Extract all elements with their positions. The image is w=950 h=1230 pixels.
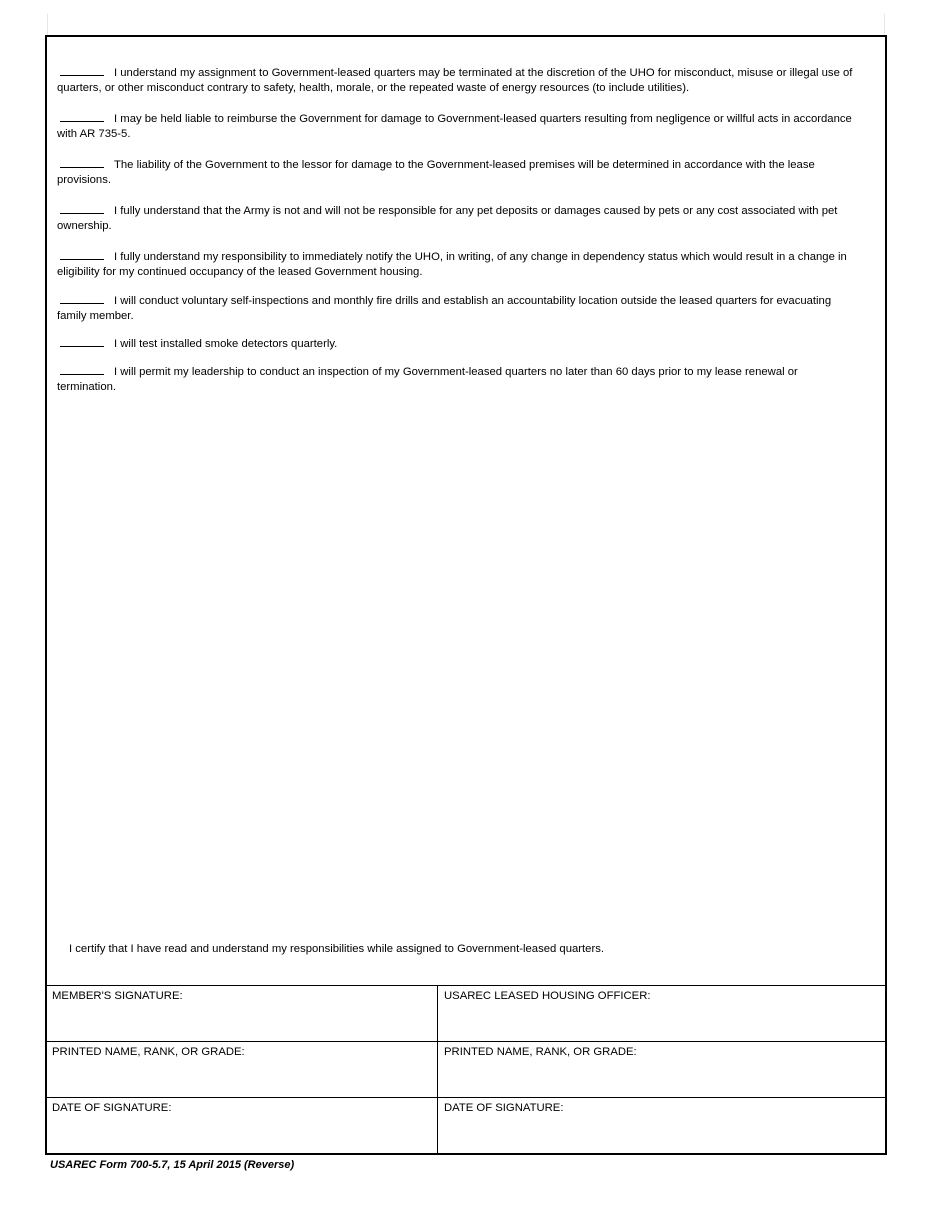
initials-blank[interactable] <box>60 110 104 122</box>
statement-text: I fully understand my responsibility to immediately notify the UHO, in writing, of any change in dependency status which would result in a change in eligibility for my continued occupancy of the leased Government housing. <box>57 251 847 278</box>
member-date-field[interactable] <box>46 1098 437 1153</box>
initials-blank[interactable] <box>60 64 104 76</box>
statement-text: I will test installed smoke detectors quarterly. <box>114 338 338 350</box>
certification-statement: I certify that I have read and understand my responsibilities while assigned to Government-leased quarters. <box>69 943 605 955</box>
officer-printed-name-field[interactable] <box>438 1042 885 1097</box>
initials-blank[interactable] <box>60 335 104 347</box>
statement-item <box>57 363 857 395</box>
initials-blank[interactable] <box>60 363 104 375</box>
housing-officer-field[interactable] <box>438 986 885 1041</box>
statement-text: I may be held liable to reimburse the Government for damage to Government-leased quarters resulting from negligence or willful acts in accordance with AR 735-5. <box>57 113 852 140</box>
statement-item <box>57 64 857 96</box>
statement-text: The liability of the Government to the lessor for damage to the Government-leased premises will be determined in accordance with the lease provisions. <box>57 159 815 186</box>
officer-date-field[interactable] <box>438 1098 885 1153</box>
housing-officer-label: USAREC LEASED HOUSING OFFICER: <box>444 990 651 1002</box>
statement-item <box>57 202 857 234</box>
statement-item <box>57 156 857 188</box>
form-footer: USAREC Form 700-5.7, 15 April 2015 (Reverse) <box>50 1159 295 1171</box>
statement-item <box>57 292 857 324</box>
top-strip <box>47 14 885 36</box>
officer-printed-name-label: PRINTED NAME, RANK, OR GRADE: <box>444 1046 637 1058</box>
member-signature-field[interactable] <box>46 986 437 1041</box>
initials-blank[interactable] <box>60 202 104 214</box>
member-printed-name-label: PRINTED NAME, RANK, OR GRADE: <box>52 1046 245 1058</box>
statement-text: I will permit my leadership to conduct an inspection of my Government-leased quarters no later than 60 days prior to my lease renewal or termination. <box>57 366 798 393</box>
statement-text: I will conduct voluntary self-inspections and monthly fire drills and establish an accountability location outside the leased quarters for evacuating family member. <box>57 295 832 322</box>
statement-item <box>57 110 857 142</box>
member-printed-name-field[interactable] <box>46 1042 437 1097</box>
statement-text: I understand my assignment to Government-leased quarters may be terminated at the discretion of the UHO for misconduct, misuse or illegal use of quarters, or other misconduct contrary to safety, health, morale, or the repeated waste of energy resources (to include utilities). <box>57 67 853 94</box>
initials-blank[interactable] <box>60 248 104 260</box>
statement-item <box>57 335 857 352</box>
statement-item <box>57 248 857 280</box>
initials-blank[interactable] <box>60 156 104 168</box>
statement-text: I fully understand that the Army is not and will not be responsible for any pet deposits or damages caused by pets or any cost associated with pet ownership. <box>57 205 838 232</box>
member-signature-label: MEMBER'S SIGNATURE: <box>52 990 183 1002</box>
member-date-label: DATE OF SIGNATURE: <box>52 1102 172 1114</box>
initials-blank[interactable] <box>60 292 104 304</box>
officer-date-label: DATE OF SIGNATURE: <box>444 1102 564 1114</box>
